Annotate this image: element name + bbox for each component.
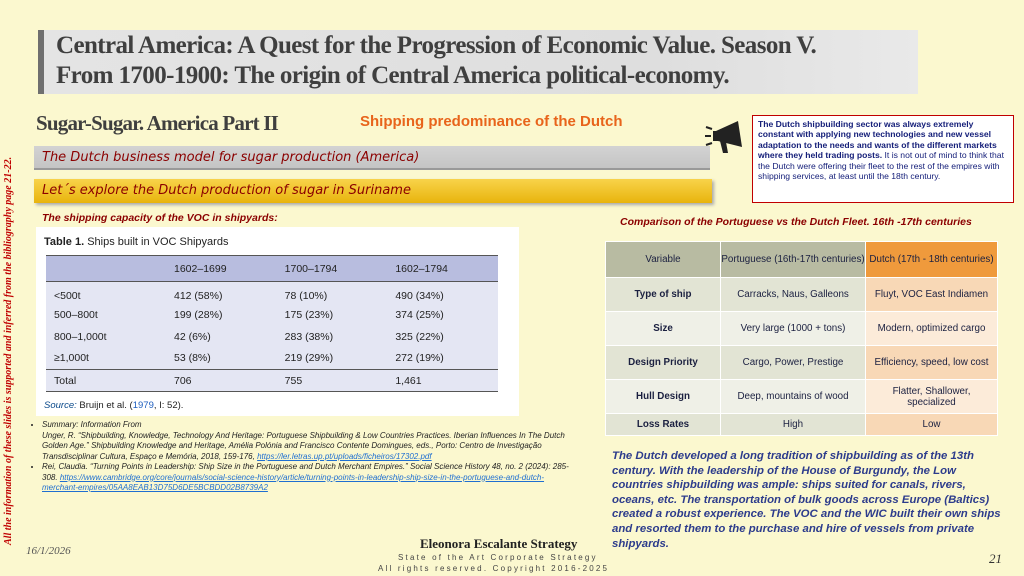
reference-link[interactable]: https://ler.letras.up.pt/uploads/ficheiros/17302.pdf xyxy=(257,451,432,461)
table-cell: ≥1,000t xyxy=(46,348,166,370)
table-row xyxy=(606,380,998,414)
table-row xyxy=(46,282,498,304)
shipping-title: Shipping predominance of the Dutch xyxy=(360,113,623,130)
table-cell: Modern, optimized cargo xyxy=(866,312,998,346)
table-row xyxy=(46,348,498,370)
footer-brand: Eleonora Escalante Strategy xyxy=(420,536,578,551)
reference-text: Rei, Claudia. “Turning Points in Leadership: Ship Size in the Portuguese and Dutch Merchant Empires.” Social Science History 48, no. 2 (2024): 285-308. xyxy=(42,462,569,482)
table-cell: Carracks, Naus, Galleons xyxy=(721,278,866,312)
voc-capacity-caption: The shipping capacity of the VOC in shipyards: xyxy=(42,212,278,224)
table-cell: 78 (10%) xyxy=(277,282,388,304)
table-cell: Deep, mountains of wood xyxy=(721,380,866,414)
voc-table-label: Table 1. xyxy=(44,236,85,248)
comparison-header-cell: Portuguese (16th-17th centuries) xyxy=(721,242,866,278)
callout-box xyxy=(752,115,1014,203)
source-label: Source: xyxy=(44,400,77,411)
references xyxy=(32,420,572,494)
comparison-header-row xyxy=(606,242,998,278)
reference-lead: Summary: Information From xyxy=(42,420,142,429)
table-cell: 412 (58%) xyxy=(166,282,277,304)
comparison-header-cell: Variable xyxy=(606,242,721,278)
dutch-shipbuilding-paragraph: The Dutch developed a long tradition of shipbuilding as of the 13th century. With the leadership of the House of Burgundy, the Low countries shipbuilding was ample: ships suited for canals, rivers, oceans, etc. The transportation of bulk goods across Europe (Baltics) created a robust experience. The VOC and the WIC built their own ships and resorted them to the purchase and hire of vessels from private shipyards. xyxy=(612,450,1001,550)
voc-table-caption xyxy=(44,236,228,248)
table-row xyxy=(606,312,998,346)
title-line-2: From 1700-1900: The origin of Central America political-economy. xyxy=(56,62,730,89)
table-cell: Flatter, Shallower, specialized xyxy=(866,380,998,414)
reference-link[interactable]: https://www.cambridge.org/core/journals/social-science-history/article/turning-points-in-leadership-ship-size-in-the-portuguese-and-dutch-merchant-empires/05AA8EAB13D75D6DE5BCBDD02B8739A2 xyxy=(42,472,545,492)
table-cell: Loss Rates xyxy=(606,414,721,436)
table-cell: Total xyxy=(46,370,166,392)
voc-ships-table xyxy=(46,255,498,392)
table-cell: Efficiency, speed, low cost xyxy=(866,346,998,380)
voc-header-row xyxy=(46,256,498,282)
voc-table-panel xyxy=(36,227,519,416)
suriname-bar: Let´s explore the Dutch production of sugar in Suriname xyxy=(34,179,712,203)
reference-item xyxy=(42,420,572,462)
table-cell: 175 (23%) xyxy=(277,304,388,326)
fleet-comparison-caption-text: Comparison of the Portuguese vs the Dutch Fleet. 16th -17th centuries xyxy=(620,216,972,228)
table-cell: 219 (29%) xyxy=(277,348,388,370)
subheading: Sugar-Sugar. America Part II xyxy=(36,111,279,135)
table-cell: 283 (38%) xyxy=(277,326,388,348)
table-cell: 706 xyxy=(166,370,277,392)
table-cell: Type of ship xyxy=(606,278,721,312)
table-cell: 199 (28%) xyxy=(166,304,277,326)
source-tail: , I: 52). xyxy=(153,400,184,411)
table-row xyxy=(46,304,498,326)
table-cell: 500–800t xyxy=(46,304,166,326)
voc-table-source xyxy=(44,400,183,411)
footer-tagline: State of the Art Corporate Strategy xyxy=(398,553,598,562)
source-year-link[interactable]: 1979 xyxy=(132,400,154,411)
voc-table-caption-text: Ships built in VOC Shipyards xyxy=(87,236,229,248)
source-text: Bruijn et al. ( xyxy=(79,400,133,411)
voc-header-cell: 1700–1794 xyxy=(277,256,388,282)
table-cell: 272 (19%) xyxy=(387,348,498,370)
table-cell: 800–1,000t xyxy=(46,326,166,348)
reference-item xyxy=(42,462,572,494)
callout-bold-text: The Dutch shipbuilding sector was always extremely constant with applying new technologies and new vessel adaptation to the needs and wants of the different markets where they held trading posts. xyxy=(758,119,997,161)
reference-text: Unger, R. “Shipbuilding, Knowledge, Technology And Heritage: Portuguese Shipbuilding & Low Countries Practices. Iberian Influences In The Dutch Golden Age.” Shipbuilding Knowledge and Heritage, Amélia Polónia and Francisco Contente Domingues, eds., Porto: Centro de Investigação Transdisciplinar Cultura, Espaço e Memória, 2018, 159-176, xyxy=(42,430,565,461)
table-row xyxy=(606,414,998,436)
table-cell: Fluyt, VOC East Indiamen xyxy=(866,278,998,312)
table-cell: 490 (34%) xyxy=(387,282,498,304)
table-cell: <500t xyxy=(46,282,166,304)
table-cell: 1,461 xyxy=(387,370,498,392)
fleet-comparison-caption xyxy=(620,216,972,228)
table-cell: Size xyxy=(606,312,721,346)
table-cell: 42 (6%) xyxy=(166,326,277,348)
comparison-header-cell: Dutch (17th - 18th centuries) xyxy=(866,242,998,278)
table-cell: Low xyxy=(866,414,998,436)
table-cell: Very large (1000 + tons) xyxy=(721,312,866,346)
table-cell: 53 (8%) xyxy=(166,348,277,370)
fleet-comparison-table xyxy=(605,241,998,436)
table-cell: Design Priority xyxy=(606,346,721,380)
table-cell: Hull Design xyxy=(606,380,721,414)
megaphone-icon xyxy=(704,117,748,157)
business-model-bar: The Dutch business model for sugar production (America) xyxy=(34,146,710,170)
voc-header-cell xyxy=(46,256,166,282)
table-cell: 755 xyxy=(277,370,388,392)
table-row xyxy=(606,278,998,312)
table-cell: High xyxy=(721,414,866,436)
voc-header-cell: 1602–1794 xyxy=(387,256,498,282)
table-cell: Cargo, Power, Prestige xyxy=(721,346,866,380)
table-row-total xyxy=(46,370,498,392)
table-row xyxy=(606,346,998,380)
title-line-1: Central America: A Quest for the Progression of Economic Value. Season V. xyxy=(56,32,817,59)
voc-header-cell: 1602–1699 xyxy=(166,256,277,282)
table-cell: 325 (22%) xyxy=(387,326,498,348)
callout-text: It is not out of mind to think that the Dutch were offering their fleet to the rest of the empires with shipping services, at least until the 18th century. xyxy=(758,150,1004,182)
slide-date: 16/1/2026 xyxy=(26,545,71,557)
title-box xyxy=(38,30,918,94)
side-note: All the information of these slides is supported and inferred from the bibliography page 21-22. xyxy=(3,156,14,545)
page-number: 21 xyxy=(989,551,1002,566)
table-cell: 374 (25%) xyxy=(387,304,498,326)
table-row xyxy=(46,326,498,348)
footer-copyright: All rights reserved. Copyright 2016-2025 xyxy=(378,564,610,573)
